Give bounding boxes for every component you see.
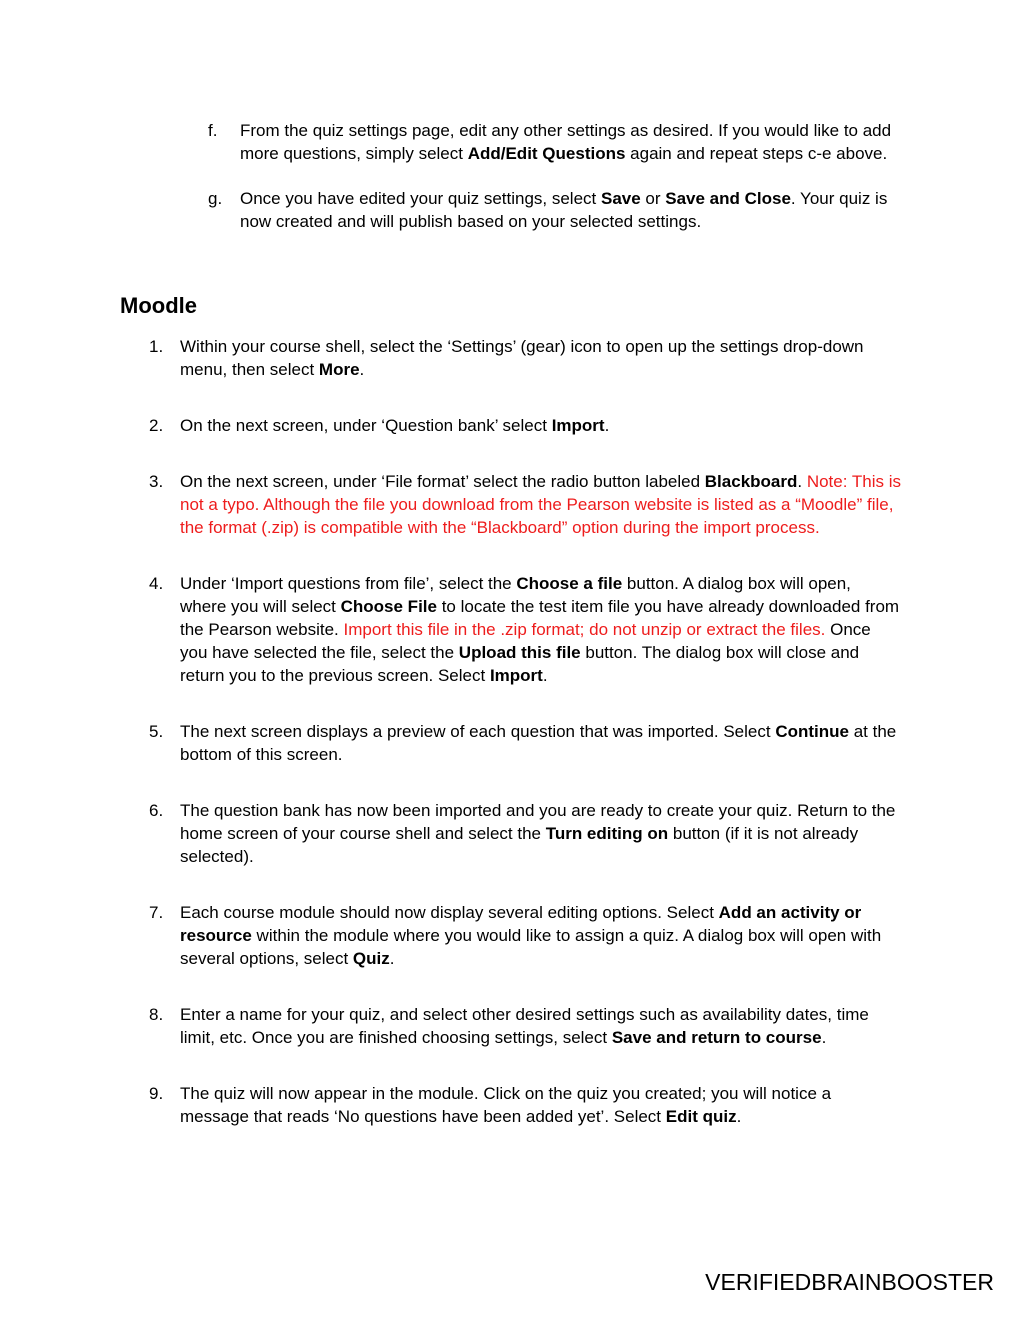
substep-text — [240, 119, 898, 165]
text-run: From the quiz settings page, edit any other settings as desired. If you would like to add more questions, simply select — [240, 121, 892, 163]
step-text — [180, 901, 901, 970]
step-text — [180, 799, 901, 868]
bold-run: Blackboard — [704, 472, 798, 491]
step-text — [180, 414, 901, 437]
text-run: Once you have edited your quiz settings, select — [240, 189, 601, 208]
step-number: 3. — [149, 472, 164, 491]
text-run: button. A dialog box will open, where you will select — [180, 574, 851, 616]
bold-run: More — [318, 360, 360, 379]
text-run: . — [542, 666, 548, 685]
step-1 — [149, 335, 901, 381]
text-run: button (if it is not already selected). — [180, 824, 859, 866]
text-run: at the bottom of this screen. — [180, 722, 897, 764]
bold-run: Upload this file — [458, 643, 581, 662]
step-text — [180, 470, 901, 539]
note-red-run: Import this file in the .zip format; do not unzip or extract the files. — [343, 620, 826, 639]
note-red-run: Note: This is not a typo. Although the file you download from the Pearson website is listed as a “Moodle” file, the format (.zip) is compatible with the “Blackboard” option during the import process. — [180, 472, 901, 537]
text-run: The next screen displays a preview of each question that was imported. Select — [180, 722, 776, 741]
text-run: button. The dialog box will close and return you to the previous screen. Select — [180, 643, 860, 685]
text-run: . — [604, 416, 610, 435]
text-run: . — [359, 360, 365, 379]
text-run: . — [797, 472, 807, 491]
substep-f — [208, 119, 898, 165]
bold-run: Edit quiz — [665, 1107, 737, 1126]
step-number: 5. — [149, 722, 164, 741]
text-run: . — [821, 1028, 827, 1047]
text-run: Within your course shell, select the ‘Settings’ (gear) icon to open up the settings drop-down menu, then select — [180, 337, 864, 379]
quiz-settings-substeps — [208, 119, 898, 255]
text-run: Once you have selected the file, select the — [180, 620, 871, 662]
text-run: . — [736, 1107, 742, 1126]
text-run: On the next screen, under ‘File format’ select the radio button labeled — [180, 472, 705, 491]
text-run: Each course module should now display several editing options. Select — [180, 903, 719, 922]
step-8 — [149, 1003, 901, 1049]
text-run: or — [640, 189, 666, 208]
step-4 — [149, 572, 901, 687]
step-7 — [149, 901, 901, 970]
step-text — [180, 1003, 901, 1049]
watermark-text: VERIFIEDBRAINBOOSTER — [705, 1269, 994, 1295]
section-heading-moodle: Moodle — [120, 293, 197, 318]
step-number: 9. — [149, 1084, 164, 1103]
text-run: again and repeat steps c-e above. — [625, 144, 888, 163]
step-text — [180, 720, 901, 766]
text-run: within the module where you would like to assign a quiz. A dialog box will open with several options, select — [180, 926, 882, 968]
step-6 — [149, 799, 901, 868]
substep-text — [240, 187, 898, 233]
step-3 — [149, 470, 901, 539]
bold-run: Save and return to course — [611, 1028, 822, 1047]
substep-marker: f. — [208, 121, 218, 140]
substep-marker: g. — [208, 189, 223, 208]
step-number: 1. — [149, 337, 164, 356]
text-run: The quiz will now appear in the module. Click on the quiz you created; you will notice a message that reads ‘No questions have been added yet’. Select — [180, 1084, 832, 1126]
step-text — [180, 572, 901, 687]
bold-run: Quiz — [352, 949, 390, 968]
step-number: 6. — [149, 801, 164, 820]
step-text — [180, 1082, 901, 1128]
step-number: 8. — [149, 1005, 164, 1024]
text-run: Under ‘Import questions from file’, select the — [180, 574, 517, 593]
text-run: Enter a name for your quiz, and select other desired settings such as availability dates, time limit, etc. Once you are finished choosing settings, select — [180, 1005, 869, 1047]
bold-run: Choose a file — [516, 574, 623, 593]
step-9 — [149, 1082, 901, 1128]
step-number: 7. — [149, 903, 164, 922]
bold-run: Add/Edit Questions — [467, 144, 626, 163]
moodle-steps-list — [149, 335, 901, 1161]
step-text — [180, 335, 901, 381]
bold-run: Save and Close — [665, 189, 791, 208]
text-run: to locate the test item file you have already downloaded from the Pearson website. — [180, 597, 900, 639]
text-run: The question bank has now been imported and you are ready to create your quiz. Return to the home screen of your course shell and select the — [180, 801, 896, 843]
bold-run: Turn editing on — [545, 824, 669, 843]
bold-run: Save — [600, 189, 641, 208]
text-run: On the next screen, under ‘Question bank’ select — [180, 416, 552, 435]
bold-run: Continue — [775, 722, 849, 741]
bold-run: Import — [489, 666, 543, 685]
bold-run: Add an activity or resource — [180, 903, 862, 945]
step-number: 4. — [149, 574, 164, 593]
text-run: . — [389, 949, 395, 968]
step-2 — [149, 414, 901, 437]
step-number: 2. — [149, 416, 164, 435]
step-5 — [149, 720, 901, 766]
text-run: . Your quiz is now created and will publish based on your selected settings. — [240, 189, 888, 231]
substep-g — [208, 187, 898, 233]
bold-run: Choose File — [340, 597, 437, 616]
bold-run: Import — [551, 416, 605, 435]
